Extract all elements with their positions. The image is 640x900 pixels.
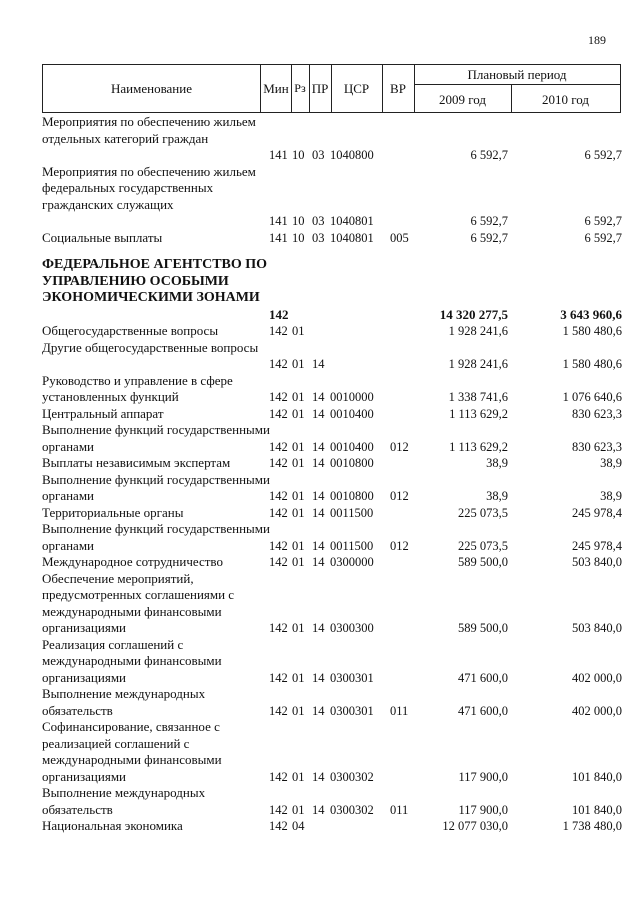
- table-row: [42, 686, 622, 719]
- row-value-2009: 225 073,5: [458, 505, 508, 520]
- row-csr: 0010400: [330, 439, 374, 454]
- table-row: [42, 521, 622, 554]
- row-min: 142: [269, 703, 288, 718]
- table-row: [42, 257, 622, 323]
- row-csr: 0300000: [330, 555, 374, 569]
- row-rz: 01: [292, 406, 305, 421]
- table-row: [42, 554, 622, 571]
- table-header: [0, 0, 640, 124]
- row-value-2010: 830 623,3: [572, 406, 622, 421]
- row-rz: 10: [292, 148, 305, 162]
- table-row: [42, 637, 622, 687]
- row-pr: 14: [312, 538, 325, 553]
- row-rz: 04: [292, 819, 305, 833]
- row-csr: 0010000: [330, 390, 374, 404]
- row-vr: 012: [390, 538, 409, 553]
- table-row: [42, 406, 622, 423]
- row-value-2009: 6 592,7: [470, 148, 508, 162]
- row-value-2010: 38,9: [600, 456, 622, 470]
- row-csr: 1040801: [330, 230, 374, 245]
- row-value-2010: 6 592,7: [584, 214, 622, 228]
- row-name: Выполнение международных обязательств: [42, 785, 206, 817]
- row-value-2009: 14 320 277,5: [439, 306, 508, 322]
- row-pr: 14: [312, 555, 325, 569]
- row-value-2009: 225 073,5: [458, 538, 508, 553]
- row-value-2009: 589 500,0: [458, 555, 508, 569]
- row-value-2010: 6 592,7: [584, 148, 622, 162]
- table-row: [42, 373, 622, 406]
- row-vr: 012: [390, 489, 409, 503]
- row-value-2010: 1 580 480,6: [562, 357, 622, 371]
- row-name: ФЕДЕРАЛЬНОЕ АГЕНТСТВО ПО УПРАВЛЕНИЮ ОСОБЫМИ ЭКОНОМИЧЕСКИМИ ЗОНАМИ: [42, 257, 268, 305]
- row-value-2010: 1 738 480,0: [562, 819, 622, 833]
- header-year-2010: 2010 год: [542, 92, 589, 107]
- header-year-2009: 2009 год: [439, 92, 486, 107]
- header-right-border: [620, 64, 621, 113]
- row-value-2010: 1 076 640,6: [562, 390, 622, 404]
- row-value-2009: 471 600,0: [458, 670, 508, 685]
- row-min: 142: [269, 802, 288, 817]
- row-vr: 011: [390, 802, 409, 817]
- row-value-2010: 503 840,0: [572, 621, 622, 635]
- row-value-2009: 589 500,0: [458, 621, 508, 635]
- row-pr: 14: [312, 390, 325, 404]
- row-min: 142: [269, 439, 288, 454]
- row-vr: 011: [390, 703, 409, 718]
- header-csr: ЦСР: [343, 81, 370, 96]
- row-pr: 14: [312, 670, 325, 685]
- row-rz: 10: [292, 214, 305, 228]
- row-csr: 0010800: [330, 456, 374, 470]
- page-number: 189: [588, 33, 606, 47]
- row-pr: 14: [312, 769, 325, 784]
- row-value-2009: 1 928 241,6: [448, 324, 508, 338]
- row-name: Выполнение международных обязательств: [42, 686, 206, 718]
- table-row: [42, 785, 622, 818]
- row-min: 141: [269, 214, 288, 228]
- row-rz: 01: [292, 538, 305, 553]
- row-name: Выполнение функций государственными органами: [42, 422, 270, 454]
- table-row: [42, 571, 622, 637]
- header-pr: ПР: [311, 81, 329, 96]
- row-value-2009: 6 592,7: [470, 214, 508, 228]
- row-value-2009: 1 338 741,6: [448, 390, 508, 404]
- row-min: 142: [269, 769, 288, 784]
- row-rz: 01: [292, 489, 305, 503]
- table-row: [42, 505, 622, 522]
- row-rz: 10: [292, 230, 305, 245]
- row-pr: 14: [312, 357, 325, 371]
- row-value-2010: 402 000,0: [572, 703, 622, 718]
- table-body: [42, 114, 622, 835]
- row-rz: 01: [292, 802, 305, 817]
- header-name: Наименование: [111, 81, 192, 96]
- row-value-2009: 117 900,0: [458, 769, 508, 784]
- row-value-2009: 12 077 030,0: [442, 819, 508, 833]
- row-pr: 14: [312, 802, 325, 817]
- row-name: Международное сотрудничество: [42, 554, 223, 569]
- row-min: 142: [269, 555, 288, 569]
- row-value-2010: 1 580 480,6: [562, 324, 622, 338]
- row-vr: 012: [390, 439, 409, 454]
- row-csr: 0300302: [330, 769, 374, 784]
- row-value-2010: 3 643 960,6: [560, 306, 622, 322]
- row-value-2010: 101 840,0: [572, 802, 622, 817]
- row-value-2009: 38,9: [486, 489, 508, 503]
- header-plan-period: Плановый период: [467, 67, 567, 82]
- table-row: [42, 719, 622, 785]
- row-name: Выполнение функций государственными органами: [42, 521, 270, 553]
- table-row: [42, 323, 622, 340]
- table-row: [42, 230, 622, 247]
- header-min: Мин: [263, 81, 289, 96]
- row-pr: 14: [312, 505, 325, 520]
- row-value-2010: 402 000,0: [572, 670, 622, 685]
- row-value-2010: 101 840,0: [572, 769, 622, 784]
- row-name: Софинансирование, связанное с реализацией соглашений с международными финансовыми организациями: [42, 719, 222, 784]
- row-pr: 03: [312, 214, 325, 228]
- row-csr: 0300301: [330, 670, 374, 685]
- row-value-2010: 6 592,7: [584, 230, 622, 245]
- row-name: Территориальные органы: [42, 504, 184, 520]
- row-pr: 03: [312, 230, 325, 245]
- row-min: 142: [269, 306, 289, 322]
- row-value-2010: 503 840,0: [572, 555, 622, 569]
- row-pr: 14: [312, 621, 325, 635]
- row-value-2010: 38,9: [600, 489, 622, 503]
- row-value-2009: 1 113 629,2: [449, 439, 508, 454]
- row-rz: 01: [292, 621, 305, 635]
- row-vr: 005: [390, 230, 409, 245]
- row-csr: 0300302: [330, 802, 374, 817]
- row-value-2009: 6 592,7: [470, 230, 508, 245]
- row-csr: 1040801: [330, 214, 374, 228]
- row-pr: 03: [312, 148, 325, 162]
- row-rz: 01: [292, 555, 305, 569]
- row-pr: 14: [312, 489, 325, 503]
- row-name: Выплаты независимым экспертам: [42, 455, 231, 470]
- row-name: Выполнение функций государственными органами: [42, 471, 270, 503]
- row-value-2009: 38,9: [486, 456, 508, 470]
- row-min: 142: [269, 324, 288, 338]
- row-pr: 14: [312, 456, 325, 470]
- row-rz: 01: [292, 439, 305, 454]
- row-min: 142: [269, 538, 288, 553]
- row-value-2009: 471 600,0: [458, 703, 508, 718]
- row-pr: 14: [312, 703, 325, 718]
- row-value-2009: 117 900,0: [458, 802, 508, 817]
- row-name: Национальная экономика: [42, 818, 183, 833]
- row-rz: 01: [292, 703, 305, 718]
- row-pr: 14: [312, 406, 325, 421]
- row-csr: 1040800: [330, 148, 374, 162]
- row-min: 142: [269, 357, 288, 371]
- row-name: Другие общегосударственные вопросы: [42, 339, 259, 355]
- row-min: 142: [269, 505, 288, 520]
- table-row: [42, 164, 622, 230]
- row-min: 142: [269, 670, 288, 685]
- row-min: 141: [269, 230, 288, 245]
- table-row: [42, 818, 622, 835]
- row-rz: 01: [292, 670, 305, 685]
- row-name: Мероприятия по обеспечению жильем отдельных категорий граждан: [42, 114, 256, 146]
- row-pr: 14: [312, 439, 325, 454]
- row-min: 141: [269, 148, 288, 162]
- row-name: Руководство и управление в сфере установленных функций: [42, 372, 233, 404]
- table-row: [42, 472, 622, 505]
- table-row: [42, 340, 622, 373]
- row-name: Обеспечение мероприятий, предусмотренных соглашениями с международными финансовыми организациями: [42, 570, 235, 635]
- header-vr: ВР: [390, 81, 406, 96]
- row-rz: 01: [292, 390, 305, 404]
- row-min: 142: [269, 390, 288, 404]
- row-name: Мероприятия по обеспечению жильем федеральных государственных гражданских служащих: [42, 163, 256, 212]
- table-row: [42, 422, 622, 455]
- row-value-2010: 245 978,4: [572, 505, 622, 520]
- row-csr: 0011500: [330, 505, 374, 520]
- row-min: 142: [269, 489, 288, 503]
- table-row: [42, 455, 622, 472]
- row-csr: 0300300: [330, 621, 374, 635]
- row-name: Общегосударственные вопросы: [42, 323, 219, 338]
- row-value-2010: 830 623,3: [572, 439, 622, 454]
- row-name: Социальные выплаты: [42, 229, 163, 245]
- row-min: 142: [269, 406, 288, 421]
- row-csr: 0010400: [330, 406, 374, 421]
- row-csr: 0010800: [330, 489, 374, 503]
- row-value-2010: 245 978,4: [572, 538, 622, 553]
- row-value-2009: 1 928 241,6: [448, 357, 508, 371]
- header-period-divider: [414, 84, 620, 85]
- row-rz: 01: [292, 357, 305, 371]
- header-rz: Рз: [294, 81, 306, 95]
- row-rz: 01: [292, 456, 305, 470]
- row-min: 142: [269, 819, 288, 833]
- row-min: 142: [269, 456, 288, 470]
- row-csr: 0011500: [330, 538, 374, 553]
- row-rz: 01: [292, 769, 305, 784]
- table-row: [42, 114, 622, 164]
- row-value-2009: 1 113 629,2: [449, 406, 508, 421]
- row-name: Реализация соглашений с международными финансовыми организациями: [42, 636, 222, 685]
- row-name: Центральный аппарат: [42, 405, 164, 421]
- row-rz: 01: [292, 505, 305, 520]
- row-csr: 0300301: [330, 703, 374, 718]
- row-rz: 01: [292, 324, 305, 338]
- row-min: 142: [269, 621, 288, 635]
